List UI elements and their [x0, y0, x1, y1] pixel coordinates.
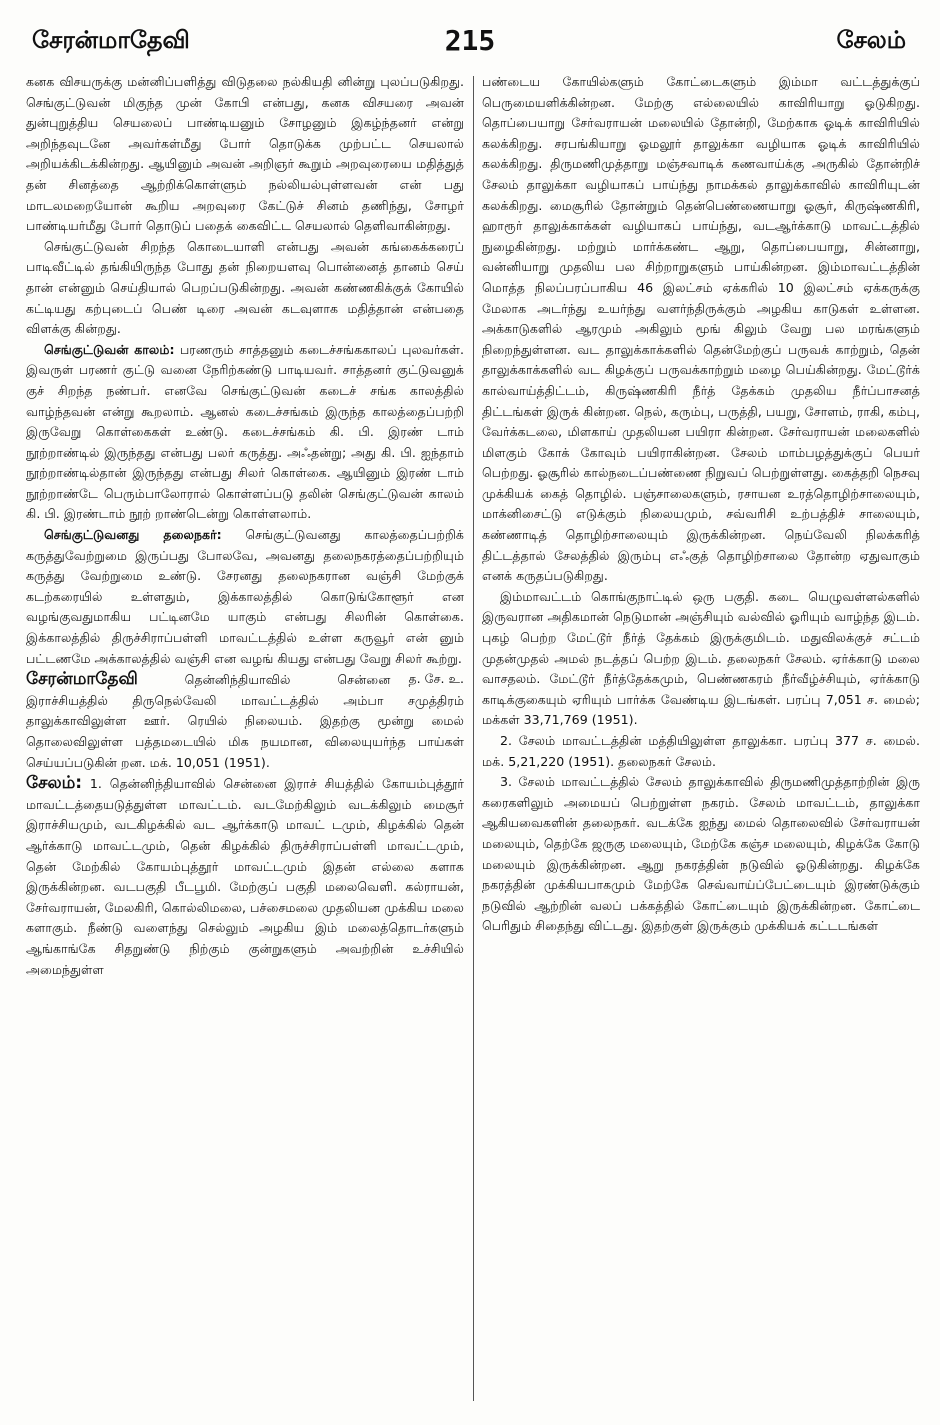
left-column	[26, 72, 464, 1417]
entry-heading-salem: சேலம்:	[26, 773, 83, 794]
left-paragraph-3	[26, 340, 464, 525]
page-header	[26, 22, 914, 66]
entry-salem-text: 1. தென்னிந்தியாவில் சென்னை இராச் சியத்தில் கோயம்புத்தூர் மாவட்டத்தையடுத்துள்ள மாவட்டம். வடமேற்கிலும் வடக்கிலும் மைசூர் இராச்சியமும், வடகிழக்கில் வட ஆர்க்காடு மாவட் டமும், கிழக்கில் தென் ஆர்க்காடு மாவட்டமும், தென் கிழக்கில் திருச்சிராப்பள்ளி மாவட்டமும், தென் மேற்கில் கோயம்புத்தூர் மாவட்டமும் இதன் எல்லை களாக இருக்கின்றன. வடபகுதி பீடபூமி. மேற்குப் பகுதி மலைவெளி. கல்ராயன், சேர்வராயன், மேலகிரி, கொல்லிமலை, பச்சைமலை முதலியன முக்கிய மலை களாகும். நீண்டு வளைந்து செல்லும் அழகிய இம் மலைத்தொடர்களும் ஆங்காங்கே சிதறுண்டு நிற்கும் குன்றுகளும் அவற்றின் உச்சியில் அமைந்துள்ள	[26, 776, 464, 977]
subheading-thalainagar: செங்குட்டுவனது தலைநகர்:	[44, 527, 222, 543]
right-paragraph-3: 2. சேலம் மாவட்டத்தின் மத்தியிலுள்ள தாலுக்கா. பரப்பு 377 ச. மைல். மக். 5,21,220 (1951). தலைநகர் சேலம்.	[482, 733, 920, 769]
right-column	[482, 72, 920, 1417]
right-paragraph-4: 3. சேலம் மாவட்டத்தில் சேலம் தாலுக்காவில் திருமணிமுத்தாற்றின் இரு கரைகளிலும் அமையப் பெற்றுள்ள நகரம். சேலம் மாவட்டம், தாலுக்கா ஆகியவைகளின் தலைநகர். வடக்கே ஐந்து மைல் தொலைவில் சேர்வராயன் மலையும், தெற்கே ஜருகு மலையும், மேற்கே கஞ்ச மலையும், கிழக்கே கோடு மலையும் இருக்கின்றன. ஆறு நகரத்தின் நடுவில் ஓடுகின்றது. கிழக்கே நகரத்தின் முக்கியபாகமும் மேற்கே செவ்வாய்ப்பேட்டையும் இரண்டுக்கும் நடுவில் ஆற்றின் வலப் பக்கத்தில் கோட்டையும் இருக்கின்றன. கோட்டை பெரிதும் சிதைந்து விட்டது. இதற்குள் இருக்கும் முக்கியக் கட்டடங்கள்	[482, 774, 920, 934]
subheading-kaalam: செங்குட்டுவன் காலம்:	[44, 341, 175, 357]
left-paragraph-2: செங்குட்டுவன் சிறந்த கொடையாளி என்பது அவன் கங்கைக்கரைப் பாடிவீட்டில் தங்கியிருந்த போது தன் நிறையளவு பொன்னைத் தானம் செய் தான் என்னும் செய்தியால் பெறப்படுகின்றது. அவன் கண்ணகிக்குக் கோயில் கட்டியது கற்புடைப் பெண் டிரை அவன் கடவுளாக மதித்தான் என்பதை விளக்கு கின்றது.	[26, 238, 464, 337]
entry-salem	[26, 773, 464, 980]
right-paragraph-1: பண்டைய கோயில்களும் கோட்டைகளும் இம்மா வட்டத்துக்குப் பெருமையளிக்கின்றன. மேற்கு எல்லையில் காவிரியாறு ஓடுகிறது. தொப்பையாறு சேர்வராயன் மலையில் தோன்றி, மேற்காக ஓடிக் காவிரியில் கலக்கிறது. சரபங்கியாறு ஓமலூர் தாலுக்கா வழியாக ஓடிக் காவிரியில் கலக்கிறது. திருமணிமுத்தாறு மஞ்சவாடிக் கணவாய்க்கு அருகில் தோன்றிச் சேலம் தாலுக்கா வழியாகப் பாய்ந்து நாமக்கல் தாலுக்காவில் காவிரியுடன் கலக்கிறது. மைசூரில் தோன்றும் தென்பெண்ணையாறு ஓசூர், கிருஷ்ணகிரி, ஹாரூர் தாலுக்காக்கள் வழியாகப் பாய்ந்து, வடஆர்க்காடு மாவட்டத்தில் நுழைகின்றது. மற்றும் மார்க்கண்ட ஆறு, தொப்பையாறு, சின்னாறு, வன்னியாறு முதலிய பல சிற்றாறுகளும் பாய்கின்றன. இம்மாவட்டத்தின் மொத்த நிலப்பரப்பாகிய 46 இலட்சம் ஏக்கரில் 10 இலட்சம் ஏக்கருக்கு மேலாக அடர்ந்து உயர்ந்து வளர்ந்திருக்கும் அழகிய காடுகள் உள்ளன. அக்காடுகளில் ஆரமும் அகிலும் மூங் கிலும் வேறு பல மரங்களும் நிறைந்துள்ளன. வட தாலுக்காக்களில் தென்மேற்குப் பருவக் காற்றும், தென் தாலுக்காக்களில் வட கிழக்குப் பருவக்காற்றும் மழை பெய்கின்றது. மேட்டூர்க் கால்வாய்த்திட்டம், கிருஷ்ணகிரி நீர்த் தேக்கம் முதலிய நீர்ப்பாசனத் திட்டங்கள் இருக் கின்றன. நெல், கரும்பு, பருத்தி, பயறு, சோளம், ராகி, கம்பு, வேர்க்கடலை, மிளகாய் முதலியன பயிரா கின்றன. சேர்வராயன் மலைகளில் மிளகும் கோக் கோவும் பயிராகின்றன. சேலம் மாம்பழத்துக்குப் பெயர் பெற்றது. ஓசூரில் கால்நடைப்பண்ணை நிறுவப் பெற்றுள்ளது. கைத்தறி நெசவு முக்கியக் கைத் தொழில். பஞ்சாலைகளும், ரசாயன உரத்தொழிற்சாலையும், மாக்னிசைட்டு எடுக்கும் நிலையமும், சவ்வரிசி உற்பத்திச் சாலையும், கண்ணாடித் தொழிற்சாலையும் இருக்கின்றன. நெய்வேலி நிலக்கரித் திட்டத்தால் சேலத்தில் இரும்பு எஃகுத் தொழிற்சாலை தோன்ற ஏதுவாகும் எனக் கருதப்படுகிறது.	[482, 74, 920, 584]
header-right-word: சேலம்	[836, 26, 906, 54]
header-left-word: சேரன்மாதேவி	[32, 26, 190, 54]
right-paragraph-2: இம்மாவட்டம் கொங்குநாட்டில் ஒரு பகுதி. கடை யெழுவள்ளல்களில் இருவரான அதிகமான் நெடுமான் அஞ்சியும் வல்வில் ஓரியும் வாழ்ந்த இடம். புகழ் பெற்ற மேட்டூர் நீர்த் தேக்கம் இருக்குமிடம். மதுவிலக்குச் சட்டம் முதன்முதல் அமல் நடத்தப் பெற்ற இடம். தலைநகர் சேலம். ஏர்க்காடு மலை வாசதலம். மேட்டூர் நீர்த்தேக்கமும், பெண்ணகரம் நீர்வீழ்ச்சியும், ஏர்க்காடு காடிக்குகையும் ஏரியும் பார்க்க வேண்டிய இடங்கள். பரப்பு 7,051 ச. மைல்; மக்கள் 33,71,769 (1951).	[482, 588, 920, 728]
page-number: 215	[444, 24, 496, 57]
left-paragraph-3-text: பரணரும் சாத்தனும் கடைச்சங்ககாலப் புலவர்கள். இவருள் பரணர் குட்டு வனை நேரிற்கண்டு பாடியவர். சாத்தனர் குட்டுவனுக் குச் சிறந்த நண்பர். எனவே செங்குட்டுவன் கடைச் சங்க காலத்தில் வாழ்ந்தவன் என்று கூறலாம். ஆனல் கடைச்சங்கம் இருந்த காலத்தைப்பற்றி இருவேறு கொள்கைகள் உண்டு. கடைச்சங்கம் கி. பி. இரண் டாம் நூற்றாண்டில் இருந்தது என்பது பலர் கருத்து. அஃதன்று; அது கி. பி. ஐந்தாம் நூற்றாண்டில்தான் இருந்தது என்பது சிலர் கொள்கை. ஆயினும் இரண் டாம் நூற்றாண்டே பெரும்பாலோரால் கொள்ளப்படு தலின் செங்குட்டுவன் காலம் கி. பி. இரண்டாம் நூற் றாண்டென்று கொள்ளலாம்.	[26, 341, 464, 522]
entry-cheranmadevi-text: தென்னிந்தியாவில் சென்னை இராச்சியத்தில் திருநெல்வேலி மாவட்டத்தில் அம்பா சமுத்திரம் தாலுக்காவிலுள்ள ஊர். ரெயில் நிலையம். இதற்கு மூன்று மைல் தொலைவிலுள்ள பத்தமடையில் மிக நயமான, விலையுயர்ந்த பாய்கள் செய்யப்படுகின் றன. மக். 10,051 (1951).	[26, 672, 464, 770]
entry-heading-cheranmadevi: சேரன்மாதேவி	[26, 669, 138, 690]
left-paragraph-4-text: செங்குட்டுவனது காலத்தைப்பற்றிக் கருத்துவேற்றுமை இருப்பது போலவே, அவனது தலைநகரத்தைப்பற்றியும் கருத்து வேற்றுமை உண்டு. சேரனது தலைநகரான வஞ்சி மேற்குக் கடற்கரையில் உள்ளதும், இக்காலத்தில் கொடுங்கோளூர் என வழங்குவதுமாகிய பட்டினமே யாகும் என்பது சிலரின் கொள்கை. இக்காலத்தில் திருச்சிராப்பள்ளி மாவட்டத்தில் உள்ள கருவூர் என் னும் பட்டணமே அக்காலத்தில் வஞ்சி என வழங் கியது என்பது வேறு சிலர் கூற்று.	[26, 527, 464, 666]
left-paragraph-1: கனக விசயருக்கு மன்னிப்பளித்து விடுதலை நல்கியதி னின்று புலப்படுகிறது. செங்குட்டுவன் மிகுந்த முன் கோபி என்பது, கனக விசயரை அவன் துன்புறுத்திய செயலைப் பாண்டியனும் சோழனும் இகழ்ந்தனர் என்று அறிந்தவுடனே அவர்கள்மீது போர் தொடுக்க முற்பட்ட செயலால் அறியக்கிடக்கின்றது. ஆயினும் அவன் அறிஞர் கூறும் அறவுரையை மதித்துத் தன் சினத்தை ஆற்றிக்கொள்ளும் நல்லியல்புள்ளவன் என் பது மாடலமறையோன் கூறிய அறவுரை கேட்டுச் சினம் தணிந்து, சோழர் பாண்டியர்மீது போர் தொடுப் பதைக் கைவிட்ட செயலால் தெளிவாகின்றது.	[26, 74, 464, 234]
author-signature: த. சே. உ.	[408, 671, 464, 687]
column-divider	[473, 76, 474, 1401]
text-columns	[26, 72, 920, 1417]
